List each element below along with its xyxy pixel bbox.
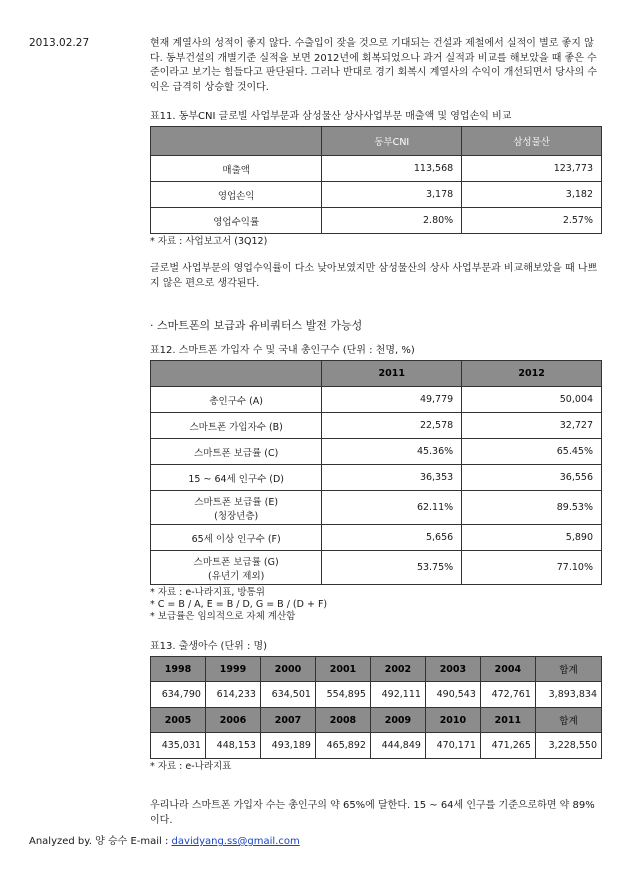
table-row xyxy=(151,551,602,585)
table11 xyxy=(150,126,602,234)
table12-notes xyxy=(150,587,602,623)
cell-value: 49,779 xyxy=(322,387,462,413)
total-header: 합계 xyxy=(535,657,601,682)
row-label-sub: (청장년층) xyxy=(214,510,259,522)
row-label: 영업수익률 xyxy=(151,208,322,234)
row-label: 영업손익 xyxy=(151,182,322,208)
table13-source: * 자료 : e-나라지표 xyxy=(150,761,232,772)
cell-value: 45.36% xyxy=(322,439,462,465)
row-label: 매출액 xyxy=(151,156,322,182)
footer-email-link[interactable]: davidyang.ss@gmail.com xyxy=(171,836,300,847)
cell-value: 22,578 xyxy=(322,413,462,439)
page-date: 2013.02.27 xyxy=(29,37,90,49)
table11-header-samsung: 삼성물산 xyxy=(462,127,602,156)
cell-value: 634,501 xyxy=(260,682,315,708)
year-header: 2011 xyxy=(480,708,535,733)
year-header: 2001 xyxy=(315,657,370,682)
intro-paragraph: 현재 계열사의 성적이 좋지 않다. 수출입이 잦을 것으로 기대되는 건설과 제철에서 실적이 별로 좋지 않다. 동부건설의 개별기준 실적을 보면 2012년에 회복되었으나 과거 실적과 비교를 해보았을 때 좋은 수준이라고 보기는 힘들다고 판단된다. 그러나 반대로 경기 회복시 계열사의 수익이 개선되면서 당사의 수익은 급격히 상승할 것이다. xyxy=(150,38,598,93)
document-body xyxy=(150,37,602,828)
table12-caption: 표12. 스마트폰 가입자 수 및 국내 총인구수 (단위 : 천명, %) xyxy=(150,345,415,356)
cell-value: 465,892 xyxy=(315,733,370,759)
table-row xyxy=(151,387,602,413)
row-label: 15 ~ 64세 인구수 (D) xyxy=(151,465,322,491)
cell-value: 36,353 xyxy=(322,465,462,491)
cell-value: 65.45% xyxy=(462,439,602,465)
year-header: 1998 xyxy=(151,657,206,682)
table-row xyxy=(151,208,602,234)
table11-header-dongbu: 동부CNI xyxy=(322,127,462,156)
cell-value: 3,228,550 xyxy=(535,733,601,759)
row-label: 총인구수 (A) xyxy=(151,387,322,413)
table-row xyxy=(151,182,602,208)
row-label: 스마트폰 가입자수 (B) xyxy=(151,413,322,439)
table13-header-row-1 xyxy=(151,657,602,682)
cell-value: 113,568 xyxy=(322,156,462,182)
cell-value: 53.75% xyxy=(322,551,462,585)
table-row xyxy=(151,682,602,708)
table-row xyxy=(151,733,602,759)
table12-header-2012: 2012 xyxy=(462,361,602,387)
table-row xyxy=(151,491,602,525)
cell-value: 554,895 xyxy=(315,682,370,708)
table12 xyxy=(150,360,602,585)
cell-value: 32,727 xyxy=(462,413,602,439)
year-header: 1999 xyxy=(205,657,260,682)
year-header: 2007 xyxy=(260,708,315,733)
note-line: * 보급률은 임의적으로 자체 계산함 xyxy=(150,611,296,622)
table-row xyxy=(151,156,602,182)
cell-value: 5,890 xyxy=(462,525,602,551)
total-header: 합계 xyxy=(535,708,601,733)
cell-value: 36,556 xyxy=(462,465,602,491)
cell-value: 470,171 xyxy=(425,733,480,759)
row-label: 65세 이상 인구수 (F) xyxy=(151,525,322,551)
row-label: 스마트폰 보급률 (C) xyxy=(151,439,322,465)
table13-caption: 표13. 출생아수 (단위 : 명) xyxy=(150,641,268,652)
table-row xyxy=(151,439,602,465)
cell-value: 77.10% xyxy=(462,551,602,585)
note-line: * 자료 : e-나라지표, 방통위 xyxy=(150,587,265,598)
cell-value: 3,182 xyxy=(462,182,602,208)
table13 xyxy=(150,656,602,759)
paragraph-3: 우리나라 스마트폰 가입자 수는 총인구의 약 65%에 달한다. 15 ~ 64세 인구를 기준으로하면 약 89%이다. xyxy=(150,800,595,826)
cell-value: 435,031 xyxy=(151,733,206,759)
table11-source: * 자료 : 사업보고서 (3Q12) xyxy=(150,236,268,247)
row-label xyxy=(151,491,322,525)
table12-header-row xyxy=(151,361,602,387)
table-row xyxy=(151,525,602,551)
row-label xyxy=(151,551,322,585)
cell-value: 3,178 xyxy=(322,182,462,208)
year-header: 2008 xyxy=(315,708,370,733)
cell-value: 493,189 xyxy=(260,733,315,759)
row-label-sub: (유년기 제외) xyxy=(208,570,265,582)
cell-value: 3,893,834 xyxy=(535,682,601,708)
footer-author: Analyzed by. 양 승수 E-mail : xyxy=(29,836,172,847)
paragraph-2: 글로벌 사업부문의 영업수익률이 다소 낮아보였지만 삼성물산의 상사 사업부문과 비교해보았을 때 나쁘지 않은 편으로 생각된다. xyxy=(150,263,598,289)
cell-value: 472,761 xyxy=(480,682,535,708)
table11-header-row xyxy=(151,127,602,156)
cell-value: 471,265 xyxy=(480,733,535,759)
year-header: 2005 xyxy=(151,708,206,733)
cell-value: 123,773 xyxy=(462,156,602,182)
cell-value: 444,849 xyxy=(370,733,425,759)
table11-caption: 표11. 동부CNI 글로빌 사업부문과 삼성물산 상사사업부문 매출액 및 영업손익 비교 xyxy=(150,111,512,122)
cell-value: 634,790 xyxy=(151,682,206,708)
table12-header-corner xyxy=(151,361,322,387)
table-row xyxy=(151,413,602,439)
footer xyxy=(29,832,300,847)
cell-value: 492,111 xyxy=(370,682,425,708)
cell-value: 2.80% xyxy=(322,208,462,234)
cell-value: 62.11% xyxy=(322,491,462,525)
year-header: 2006 xyxy=(205,708,260,733)
year-header: 2010 xyxy=(425,708,480,733)
year-header: 2004 xyxy=(480,657,535,682)
table13-header-row-2 xyxy=(151,708,602,733)
year-header: 2003 xyxy=(425,657,480,682)
row-label-main: 스마트폰 보급률 (E) xyxy=(194,496,279,508)
year-header: 2002 xyxy=(370,657,425,682)
cell-value: 448,153 xyxy=(205,733,260,759)
table11-header-corner xyxy=(151,127,322,156)
note-line: * C = B / A, E = B / D, G = B / (D + F) xyxy=(150,599,328,610)
table12-header-2011: 2011 xyxy=(322,361,462,387)
cell-value: 50,004 xyxy=(462,387,602,413)
table-row xyxy=(151,465,602,491)
cell-value: 490,543 xyxy=(425,682,480,708)
section-title: · 스마트폰의 보급과 유비쿼터스 발전 가능성 xyxy=(150,319,363,332)
cell-value: 614,233 xyxy=(205,682,260,708)
cell-value: 5,656 xyxy=(322,525,462,551)
year-header: 2000 xyxy=(260,657,315,682)
cell-value: 2.57% xyxy=(462,208,602,234)
row-label-main: 스마트폰 보급률 (G) xyxy=(193,556,279,568)
cell-value: 89.53% xyxy=(462,491,602,525)
year-header: 2009 xyxy=(370,708,425,733)
